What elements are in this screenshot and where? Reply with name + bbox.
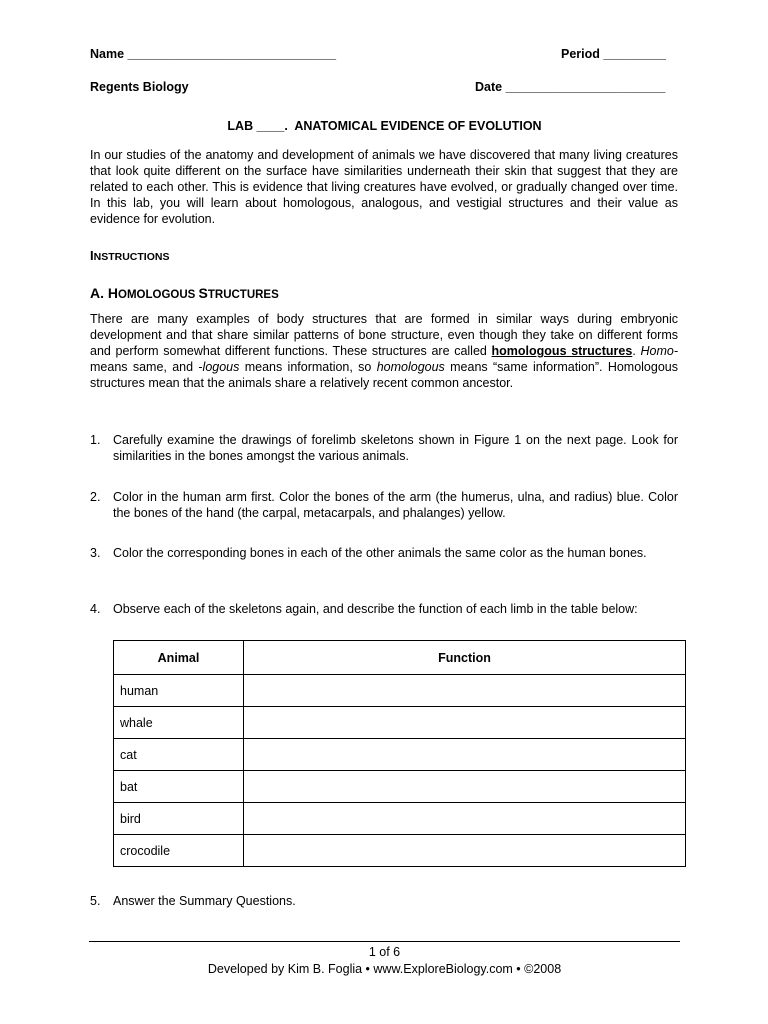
step-text: Color the corresponding bones in each of the other animals the same color as the human bones. xyxy=(113,546,647,560)
homologous-paragraph xyxy=(90,311,678,391)
step-number: 3. xyxy=(90,546,101,560)
step-text: Color in the human arm first. Color the bones of the arm (the humerus, ulna, and radius) blue. Color the bones of the hand (the carpal, metacarpals, and phalanges) yellow. xyxy=(113,490,678,520)
function-cell[interactable] xyxy=(244,675,686,707)
step-number: 5. xyxy=(90,894,101,908)
homologous-term: homologous xyxy=(376,360,445,374)
course-name: Regents Biology xyxy=(90,80,189,94)
intro-paragraph: In our studies of the anatomy and development of animals we have discovered that many living creatures that look quite different on the surface have similarities underneath their skin that suggest that they are related to each other. This is evidence that living creatures have evolved, or gradually changed over time. In this lab, you will learn about homologous, analogous, and vestigial structures and their value as evidence for evolution. xyxy=(90,148,678,226)
animal-cell: bird xyxy=(114,803,244,835)
heading-rest: NSTRUCTIONS xyxy=(93,251,170,263)
step-text: Carefully examine the drawings of forelimb skeletons shown in Figure 1 on the next page. Look for similarities in the bones amongst the various animals. xyxy=(113,433,678,463)
para-text-4: means information, so xyxy=(239,360,377,374)
instructions-heading xyxy=(90,248,169,265)
table-row xyxy=(114,675,686,707)
footer-credit: Developed by Kim B. Foglia • www.ExploreBiology.com • ©2008 xyxy=(207,962,562,976)
function-cell[interactable] xyxy=(244,771,686,803)
homo-term: Homo- xyxy=(640,344,678,358)
table-row xyxy=(114,707,686,739)
page-number: 1 of 6 xyxy=(368,945,401,959)
section-a-rest-1: OMOLOGOUS xyxy=(118,289,199,301)
para-text-1: There are many examples of body structures that are formed in similar ways during embryonic development and that share similar patterns of bone structure, even though they take on different forms and perform somewhat different functions. These structures are called xyxy=(90,312,678,358)
para-text-5: means “same information”. Homologous structures mean that the animals share a relatively recent common ancestor. xyxy=(90,360,678,390)
function-cell[interactable] xyxy=(244,707,686,739)
animal-cell: bat xyxy=(114,771,244,803)
section-a-initial-1: H xyxy=(107,285,119,301)
section-a-rest-2: TRUCTURES xyxy=(207,289,279,301)
column-header-animal: Animal xyxy=(114,641,244,675)
table-row xyxy=(114,803,686,835)
heading-initial: I xyxy=(90,248,94,263)
section-a-prefix: A. xyxy=(90,285,108,301)
para-text-3: means same, and - xyxy=(90,360,203,374)
step-number: 4. xyxy=(90,602,101,616)
limb-function-table xyxy=(113,640,686,867)
column-header-function: Function xyxy=(244,641,686,675)
function-cell[interactable] xyxy=(244,835,686,867)
date-field[interactable]: Date _______________________ xyxy=(475,80,666,94)
period-field[interactable]: Period _________ xyxy=(561,47,666,61)
animal-cell: cat xyxy=(114,739,244,771)
table-row xyxy=(114,835,686,867)
logous-term: logous xyxy=(202,360,240,374)
step-text: Observe each of the skeletons again, and describe the function of each limb in the table below: xyxy=(113,602,638,616)
section-a-initial-2: S xyxy=(198,285,208,301)
table-header-row xyxy=(114,641,686,675)
section-a-heading xyxy=(90,285,279,303)
table-row xyxy=(114,739,686,771)
footer-divider xyxy=(89,941,680,942)
animal-cell: whale xyxy=(114,707,244,739)
function-cell[interactable] xyxy=(244,803,686,835)
step-number: 2. xyxy=(90,490,101,504)
step-text: Answer the Summary Questions. xyxy=(113,894,296,908)
function-cell[interactable] xyxy=(244,739,686,771)
page-title: LAB ____. ANATOMICAL EVIDENCE OF EVOLUTION xyxy=(227,119,542,133)
animal-cell: human xyxy=(114,675,244,707)
step-number: 1. xyxy=(90,433,101,447)
animal-cell: crocodile xyxy=(114,835,244,867)
name-field[interactable]: Name ______________________________ xyxy=(90,47,337,61)
homologous-structures-term: homologous structures xyxy=(491,344,633,358)
table-row xyxy=(114,771,686,803)
para-text-2: . xyxy=(632,344,641,358)
